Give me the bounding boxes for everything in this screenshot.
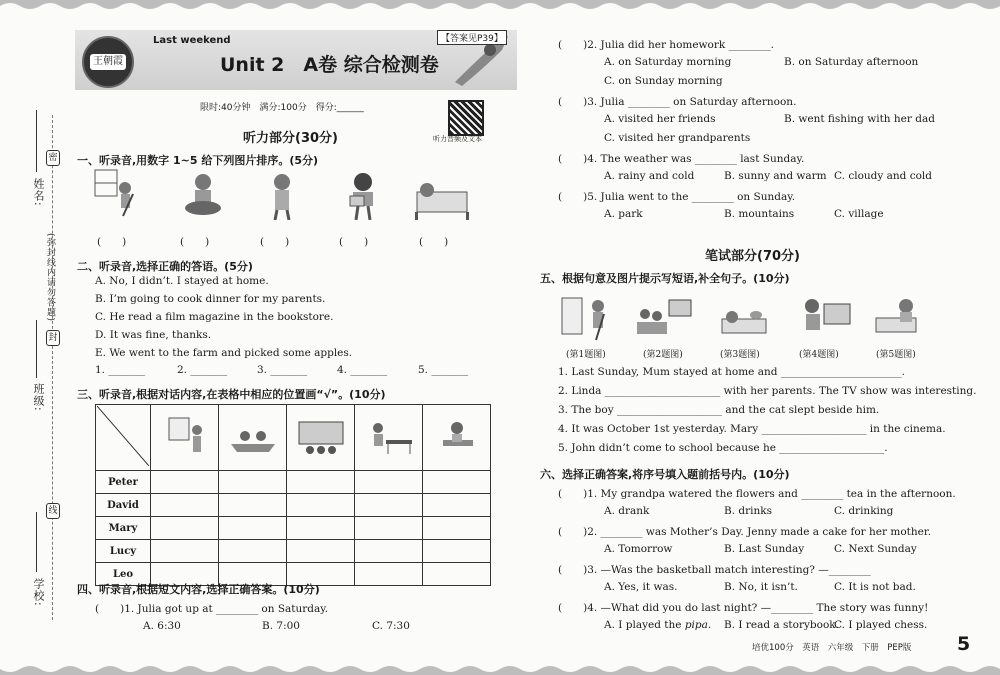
q5-pic-3-sleeping xyxy=(718,295,774,345)
table-diagonal xyxy=(97,406,149,466)
q6-item-2-opt-c: C. Next Sunday xyxy=(834,543,917,555)
q1-bracket-2[interactable]: ( ) xyxy=(180,236,210,248)
row-name-peter: Peter xyxy=(96,471,151,494)
qr-caption: 听力音频及文本 xyxy=(433,135,482,143)
table-cell[interactable] xyxy=(219,494,287,517)
q1-pic-reading xyxy=(338,170,388,220)
q2-blank-5[interactable]: 5. _______ xyxy=(418,364,469,376)
q1-pic-sleeping xyxy=(412,172,472,222)
unit-title: Unit 2 A卷 综合检测卷 xyxy=(220,54,439,76)
q6-item-4-opt-b: B. I read a storybook. xyxy=(724,619,839,631)
q5-caption-5: (第5题图) xyxy=(876,350,916,360)
q1-pic-cooking xyxy=(178,170,228,220)
q6-item-3-stem[interactable]: ( )3. —Was the basketball match interesting? —________ xyxy=(558,564,871,576)
q5-caption-1: (第1题图) xyxy=(566,350,606,360)
row-name-leo: Leo xyxy=(96,563,151,586)
footer-text: 培优100分 英语 六年级 下册 PEP版 xyxy=(752,643,912,653)
q5-sentence-3[interactable]: 3. The boy ____________________ and the cat slept beside him. xyxy=(558,404,880,416)
table-cell[interactable] xyxy=(151,471,219,494)
q2-option-b: B. I’m going to cook dinner for my parents. xyxy=(95,293,326,305)
q6-heading: 六、选择正确答案,将序号填入题前括号内。(10分) xyxy=(540,468,790,481)
q4-item-5-opt-a: A. park xyxy=(604,208,643,220)
q2-option-e: E. We went to the farm and picked some apples. xyxy=(95,347,353,359)
q6-item-1-stem[interactable]: ( )1. My grandpa watered the flowers and ________ tea in the afternoon. xyxy=(558,488,956,500)
q2-blank-1[interactable]: 1. _______ xyxy=(95,364,146,376)
q4-item-4-stem[interactable]: ( )4. The weather was ________ last Sunday. xyxy=(558,153,805,165)
q4-item-2-opt-c: C. on Sunday morning xyxy=(604,75,723,87)
table-cell[interactable] xyxy=(423,494,491,517)
school-label: 学校: xyxy=(32,578,45,607)
answer-reference: 【答案见P39】 xyxy=(437,30,507,45)
q6-item-2-opt-b: B. Last Sunday xyxy=(724,543,805,555)
q4-item-2-stem[interactable]: ( )2. Julia did her homework ________. xyxy=(558,39,774,51)
seal-tag-feng: 封 xyxy=(46,330,60,346)
q6-item-4-opt-c: C. I played chess. xyxy=(834,619,928,631)
q3-table xyxy=(95,404,491,586)
table-cell[interactable] xyxy=(219,471,287,494)
unit-subtitle: Last weekend xyxy=(153,35,231,46)
q5-heading: 五、根据句意及图片提示写短语,补全句子。(10分) xyxy=(540,272,790,285)
table-cell[interactable] xyxy=(287,540,355,563)
seal-tag-xian: 线 xyxy=(46,503,60,519)
table-cell[interactable] xyxy=(151,494,219,517)
q4-item-1-opt-a: A. 6:30 xyxy=(143,620,181,632)
table-cell[interactable] xyxy=(423,540,491,563)
q6-item-1-opt-b: B. drinks xyxy=(724,505,773,517)
seal-tag-mi: 密 xyxy=(46,150,60,166)
activity-boating-icon xyxy=(219,405,287,471)
q5-pic-4-cinema xyxy=(798,292,854,342)
q6-item-3-opt-a: A. Yes, it was. xyxy=(604,581,678,593)
row-name-david: David xyxy=(96,494,151,517)
q2-blank-3[interactable]: 3. _______ xyxy=(257,364,308,376)
q4-item-1-opt-b: B. 7:00 xyxy=(262,620,300,632)
table-cell[interactable] xyxy=(355,494,423,517)
table-cell[interactable] xyxy=(219,540,287,563)
q1-bracket-4[interactable]: ( ) xyxy=(339,236,369,248)
table-cell[interactable] xyxy=(423,563,491,586)
table-cell[interactable] xyxy=(355,471,423,494)
q2-option-c: C. He read a film magazine in the bookstore. xyxy=(95,311,334,323)
q4-item-3-opt-a: A. visited her friends xyxy=(604,113,716,125)
q2-option-d: D. It was fine, thanks. xyxy=(95,329,212,341)
q5-caption-4: (第4题图) xyxy=(799,350,839,360)
q6-item-3-opt-b: B. No, it isn’t. xyxy=(724,581,798,593)
table-row xyxy=(96,471,491,494)
q2-option-a: A. No, I didn’t. I stayed at home. xyxy=(95,275,269,287)
activity-cinema-icon xyxy=(287,405,355,471)
class-line xyxy=(36,320,37,378)
table-cell[interactable] xyxy=(423,471,491,494)
table-cell[interactable] xyxy=(151,517,219,540)
q5-sentence-2[interactable]: 2. Linda ______________________ with her parents. The TV show was interesting. xyxy=(558,385,977,397)
q4-item-2-opt-a: A. on Saturday morning xyxy=(604,56,732,68)
q5-pic-1-cleaning xyxy=(560,292,616,342)
brand-logo-text: 王朝霞 xyxy=(90,54,126,70)
table-cell[interactable] xyxy=(219,517,287,540)
q5-caption-2: (第2题图) xyxy=(643,350,683,360)
seal-note: (弥封线内请勿答题) xyxy=(45,233,55,323)
q1-bracket-5[interactable]: ( ) xyxy=(419,236,449,248)
table-header-row xyxy=(96,405,491,471)
qr-code[interactable] xyxy=(448,100,484,136)
q5-sentence-5[interactable]: 5. John didn’t come to school because he ____________________. xyxy=(558,442,888,454)
table-corner-cell xyxy=(96,405,151,471)
table-row xyxy=(96,517,491,540)
q1-bracket-1[interactable]: ( ) xyxy=(97,236,127,248)
q1-bracket-3[interactable]: ( ) xyxy=(260,236,290,248)
table-cell[interactable] xyxy=(355,563,423,586)
q6-item-2-opt-a: A. Tomorrow xyxy=(604,543,673,555)
table-row xyxy=(96,494,491,517)
seal-dashed-line xyxy=(52,115,53,620)
q5-sentence-4[interactable]: 4. It was October 1st yesterday. Mary ____________________ in the cinema. xyxy=(558,423,946,435)
q4-item-5-opt-b: B. mountains xyxy=(724,208,795,220)
binding-margin xyxy=(0,0,70,675)
q4-heading: 四、听录音,根据短文内容,选择正确答案。(10分) xyxy=(77,583,320,596)
table-cell[interactable] xyxy=(355,540,423,563)
q2-blank-2[interactable]: 2. _______ xyxy=(177,364,228,376)
q6-item-2-stem[interactable]: ( )2. ________ was Mother’s Day. Jenny made a cake for her mother. xyxy=(558,526,932,538)
activity-homework-icon xyxy=(423,405,491,471)
q5-pic-2-tv xyxy=(633,292,693,342)
q1-pic-sweeping xyxy=(93,168,143,218)
table-cell[interactable] xyxy=(287,494,355,517)
q6-item-3-opt-c: C. It is not bad. xyxy=(834,581,916,593)
q6-item-4-stem[interactable]: ( )4. —What did you do last night? —________ The story was funny! xyxy=(558,602,929,614)
q4-item-5-opt-c: C. village xyxy=(834,208,884,220)
q4-item-3-opt-b: B. went fishing with her dad xyxy=(784,113,935,125)
q3-heading: 三、听录音,根据对话内容,在表格中相应的位置画“√”。(10分) xyxy=(77,388,386,401)
activity-table-tennis-icon xyxy=(355,405,423,471)
exam-info: 限时:40分钟 满分:100分 得分:______ xyxy=(200,103,364,113)
writing-section-title: 笔试部分(70分) xyxy=(705,249,800,264)
page-number: 5 xyxy=(957,633,971,655)
q4-item-2-opt-b: B. on Saturday afternoon xyxy=(784,56,919,68)
class-label: 班级: xyxy=(32,383,45,412)
q2-blank-4[interactable]: 4. _______ xyxy=(337,364,388,376)
brand-logo xyxy=(82,36,134,88)
table-cell[interactable] xyxy=(151,540,219,563)
top-wave-border xyxy=(0,0,1000,12)
q1-heading: 一、听录音,用数字 1~5 给下列图片排序。(5分) xyxy=(77,154,319,167)
row-name-mary: Mary xyxy=(96,517,151,540)
school-line xyxy=(36,512,37,572)
table-cell[interactable] xyxy=(287,517,355,540)
q4-item-5-stem[interactable]: ( )5. Julia went to the ________ on Sunday. xyxy=(558,191,796,203)
name-line xyxy=(36,110,37,172)
q5-pic-5-sick xyxy=(872,292,928,342)
q6-item-1-opt-c: C. drinking xyxy=(834,505,894,517)
q5-caption-3: (第3题图) xyxy=(720,350,760,360)
q4-item-4-opt-c: C. cloudy and cold xyxy=(834,170,933,182)
row-name-lucy: Lucy xyxy=(96,540,151,563)
table-cell[interactable] xyxy=(355,517,423,540)
table-row xyxy=(96,540,491,563)
listening-section-title: 听力部分(30分) xyxy=(243,131,338,146)
q2-heading: 二、听录音,选择正确的答语。(5分) xyxy=(77,260,253,273)
q4-item-1-stem[interactable]: ( )1. Julia got up at ________ on Saturday. xyxy=(95,603,329,615)
activity-painting-icon xyxy=(151,405,219,471)
bottom-wave-border xyxy=(0,663,1000,675)
table-cell[interactable] xyxy=(423,517,491,540)
q4-item-3-stem[interactable]: ( )3. Julia ________ on Saturday afternoon. xyxy=(558,96,797,108)
q4-item-1-opt-c: C. 7:30 xyxy=(372,620,410,632)
q4-item-4-opt-a: A. rainy and cold xyxy=(604,170,695,182)
name-label: 姓名: xyxy=(32,178,45,207)
q6-item-1-opt-a: A. drank xyxy=(604,505,650,517)
q5-sentence-1[interactable]: 1. Last Sunday, Mum stayed at home and _______________________. xyxy=(558,366,905,378)
q4-item-4-opt-b: B. sunny and warm xyxy=(724,170,827,182)
table-cell[interactable] xyxy=(287,471,355,494)
q1-pic-girl-sick xyxy=(257,170,307,220)
q4-item-3-opt-c: C. visited her grandparents xyxy=(604,132,751,144)
q6-item-4-opt-a: A. I played the pipa. xyxy=(604,619,712,631)
